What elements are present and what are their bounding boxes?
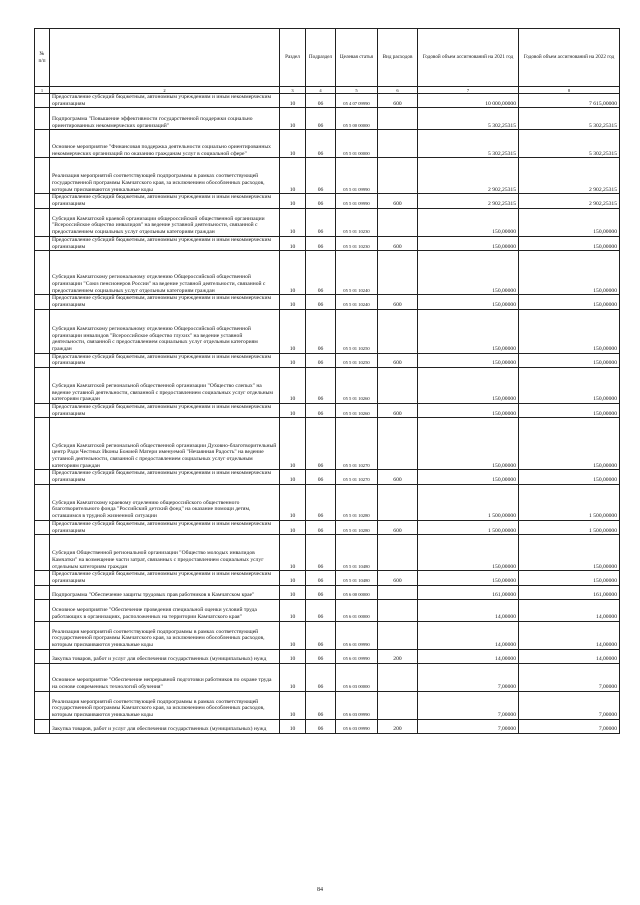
row-target-article-cell: 05 6 03 09990 xyxy=(336,691,378,719)
row-amount-2022-cell: 7,00000 xyxy=(519,691,620,719)
row-amount-2021-cell: 150,00000 xyxy=(418,309,519,353)
row-amount-2022-cell: 5 302,25315 xyxy=(519,130,620,158)
header-razdel: Раздел xyxy=(280,29,306,87)
row-amount-2022-cell: 7 615,00000 xyxy=(519,94,620,108)
row-expense-type-cell: 600 xyxy=(378,404,418,418)
row-podrazdel-cell: 06 xyxy=(306,418,336,470)
table-row xyxy=(35,404,620,418)
row-amount-2022-cell: 150,00000 xyxy=(519,535,620,571)
row-name-cell: Подпрограмма "Повышение эффективности государственной поддержки социально ориентированных некоммерческих организаций" xyxy=(50,108,280,130)
row-razdel-cell: 10 xyxy=(280,353,306,367)
row-amount-2021-cell: 161,00000 xyxy=(418,585,519,599)
row-name-cell: Основное мероприятие "Обеспечение непрерывной подготовки работников по охране труда на основе современных технологий обучения" xyxy=(50,663,280,691)
row-amount-2022-cell: 150,00000 xyxy=(519,236,620,250)
row-num-cell xyxy=(35,585,50,599)
row-amount-2022-cell: 150,00000 xyxy=(519,251,620,295)
colnum-6: 6 xyxy=(378,87,418,94)
row-razdel-cell: 10 xyxy=(280,621,306,649)
row-expense-type-cell xyxy=(378,108,418,130)
row-expense-type-cell xyxy=(378,621,418,649)
row-name-cell: Предоставление субсидий бюджетным, автономным учреждениям и иным некоммерческим организациям xyxy=(50,236,280,250)
row-num-cell xyxy=(35,535,50,571)
row-target-article-cell: 05 5 01 00000 xyxy=(336,130,378,158)
row-podrazdel-cell: 06 xyxy=(306,194,336,208)
row-expense-type-cell xyxy=(378,251,418,295)
row-num-cell xyxy=(35,404,50,418)
row-podrazdel-cell: 06 xyxy=(306,535,336,571)
row-name-cell: Предоставление субсидий бюджетным, автономным учреждениям и иным некоммерческим организациям xyxy=(50,520,280,534)
row-podrazdel-cell: 06 xyxy=(306,295,336,309)
row-expense-type-cell xyxy=(378,309,418,353)
row-razdel-cell: 10 xyxy=(280,599,306,621)
colnum-5: 5 xyxy=(336,87,378,94)
page-number: 84 xyxy=(317,887,323,893)
row-name-cell: Предоставление субсидий бюджетным, автономным учреждениям и иным некоммерческим организациям xyxy=(50,470,280,484)
table-row xyxy=(35,470,620,484)
row-name-cell: Субсидия Камчатскому региональному отделению Общероссийской общественной организации инвалидов "Всероссийское общество глухих" на ведение уставной деятельности, связанной с предоставлением социальных услуг отдельным категориям граждан xyxy=(50,309,280,353)
row-expense-type-cell xyxy=(378,368,418,404)
row-num-cell xyxy=(35,571,50,585)
row-podrazdel-cell: 06 xyxy=(306,520,336,534)
row-podrazdel-cell: 06 xyxy=(306,251,336,295)
row-name-cell: Реализация мероприятий соответствующей подпрограммы в рамках соответствующей государственной программы Камчатского края, за исключением обособленных расходов, которым присваиваются уникальные коды xyxy=(50,691,280,719)
row-num-cell xyxy=(35,368,50,404)
column-number-row xyxy=(35,87,620,94)
budget-table-sheet xyxy=(34,28,619,734)
row-num-cell xyxy=(35,691,50,719)
row-expense-type-cell xyxy=(378,585,418,599)
table-row xyxy=(35,130,620,158)
colnum-1: 1 xyxy=(35,87,50,94)
row-razdel-cell: 10 xyxy=(280,368,306,404)
row-amount-2021-cell: 5 302,25315 xyxy=(418,108,519,130)
row-name-cell: Основное мероприятие "Финансовая поддержка деятельности социально ориентированных некоммерческих организаций по оказанию гражданам услуг в социальной сфере" xyxy=(50,130,280,158)
row-podrazdel-cell: 06 xyxy=(306,599,336,621)
row-num-cell xyxy=(35,194,50,208)
row-razdel-cell: 10 xyxy=(280,418,306,470)
row-amount-2021-cell: 14,00000 xyxy=(418,621,519,649)
table-row xyxy=(35,535,620,571)
row-name-cell: Предоставление субсидий бюджетным, автономным учреждениям и иным некоммерческим организациям xyxy=(50,571,280,585)
row-amount-2022-cell: 14,00000 xyxy=(519,599,620,621)
row-razdel-cell: 10 xyxy=(280,535,306,571)
row-expense-type-cell xyxy=(378,663,418,691)
table-row xyxy=(35,309,620,353)
row-podrazdel-cell: 06 xyxy=(306,663,336,691)
row-razdel-cell: 10 xyxy=(280,194,306,208)
row-num-cell xyxy=(35,251,50,295)
row-name-cell: Подпрограмма "Обеспечение защиты трудовых прав работников в Камчатском крае" xyxy=(50,585,280,599)
row-amount-2022-cell: 150,00000 xyxy=(519,470,620,484)
row-amount-2021-cell: 7,00000 xyxy=(418,691,519,719)
table-row xyxy=(35,484,620,520)
row-podrazdel-cell: 06 xyxy=(306,236,336,250)
table-row xyxy=(35,353,620,367)
row-razdel-cell: 10 xyxy=(280,130,306,158)
row-podrazdel-cell: 06 xyxy=(306,585,336,599)
row-amount-2022-cell: 150,00000 xyxy=(519,208,620,236)
row-amount-2022-cell: 5 302,25315 xyxy=(519,108,620,130)
row-amount-2022-cell: 150,00000 xyxy=(519,353,620,367)
row-expense-type-cell: 600 xyxy=(378,571,418,585)
table-row xyxy=(35,571,620,585)
row-razdel-cell: 10 xyxy=(280,251,306,295)
row-num-cell xyxy=(35,158,50,194)
row-amount-2022-cell: 150,00000 xyxy=(519,309,620,353)
row-amount-2022-cell: 2 902,25315 xyxy=(519,158,620,194)
row-amount-2021-cell: 10 000,00000 xyxy=(418,94,519,108)
row-target-article-cell: 05 5 01 10260 xyxy=(336,404,378,418)
row-num-cell xyxy=(35,418,50,470)
row-amount-2022-cell: 14,00000 xyxy=(519,621,620,649)
table-row xyxy=(35,236,620,250)
row-name-cell: Основное мероприятие "Обеспечение проведения специальной оценки условий труда работающих в организациях, расположенных на территории Камчатского края" xyxy=(50,599,280,621)
row-target-article-cell: 05 5 01 10270 xyxy=(336,418,378,470)
table-row xyxy=(35,208,620,236)
row-razdel-cell: 10 xyxy=(280,94,306,108)
row-amount-2021-cell: 150,00000 xyxy=(418,208,519,236)
row-num-cell xyxy=(35,470,50,484)
row-razdel-cell: 10 xyxy=(280,691,306,719)
row-target-article-cell: 05 6 01 09990 xyxy=(336,649,378,663)
colnum-3: 3 xyxy=(280,87,306,94)
row-name-cell: Предоставление субсидий бюджетным, автономным учреждениям и иным некоммерческим организациям xyxy=(50,194,280,208)
row-razdel-cell: 10 xyxy=(280,236,306,250)
row-target-article-cell: 05 5 01 10480 xyxy=(336,535,378,571)
row-razdel-cell: 10 xyxy=(280,470,306,484)
row-podrazdel-cell: 06 xyxy=(306,353,336,367)
row-razdel-cell: 10 xyxy=(280,208,306,236)
row-expense-type-cell xyxy=(378,484,418,520)
row-amount-2022-cell: 161,00000 xyxy=(519,585,620,599)
row-amount-2021-cell: 150,00000 xyxy=(418,353,519,367)
row-amount-2021-cell: 150,00000 xyxy=(418,251,519,295)
table-row xyxy=(35,599,620,621)
header-amount-2022: Годовой объем ассигнований на 2022 год xyxy=(519,29,620,87)
row-podrazdel-cell: 06 xyxy=(306,649,336,663)
colnum-4: 4 xyxy=(306,87,336,94)
row-razdel-cell: 10 xyxy=(280,571,306,585)
row-razdel-cell: 10 xyxy=(280,158,306,194)
row-num-cell xyxy=(35,208,50,236)
row-amount-2021-cell: 150,00000 xyxy=(418,368,519,404)
row-name-cell: Субсидия Камчатской краевой организации общероссийской общественной организации "Всероссийское общество инвалидов" на ведение уставной деятельности, связанной с предоставлением социальных услуг отдельным категориям граждан xyxy=(50,208,280,236)
row-podrazdel-cell: 06 xyxy=(306,404,336,418)
row-razdel-cell: 10 xyxy=(280,484,306,520)
row-name-cell: Субсидия Камчатской региональной общественной организации "Общество слепых" на ведение уставной деятельности, связанной с предоставлением социальных услуг отдельным категориям граждан xyxy=(50,368,280,404)
row-num-cell xyxy=(35,309,50,353)
row-target-article-cell: 05 5 01 10230 xyxy=(336,208,378,236)
row-num-cell xyxy=(35,236,50,250)
row-target-article-cell: 05 6 01 09990 xyxy=(336,621,378,649)
row-name-cell: Закупка товаров, работ и услуг для обеспечения государственных (муниципальных) нужд xyxy=(50,719,280,733)
row-target-article-cell: 05 6 03 00000 xyxy=(336,663,378,691)
table-row xyxy=(35,368,620,404)
row-expense-type-cell xyxy=(378,130,418,158)
row-amount-2022-cell: 2 902,25315 xyxy=(519,194,620,208)
row-num-cell xyxy=(35,295,50,309)
row-target-article-cell: 05 4 07 09990 xyxy=(336,94,378,108)
table-row xyxy=(35,94,620,108)
row-amount-2022-cell: 150,00000 xyxy=(519,571,620,585)
table-row xyxy=(35,691,620,719)
row-target-article-cell: 05 5 01 09990 xyxy=(336,194,378,208)
row-expense-type-cell: 600 xyxy=(378,470,418,484)
row-podrazdel-cell: 06 xyxy=(306,108,336,130)
row-podrazdel-cell: 06 xyxy=(306,309,336,353)
row-amount-2022-cell: 150,00000 xyxy=(519,418,620,470)
row-amount-2021-cell: 7,00000 xyxy=(418,663,519,691)
row-name-cell: Предоставление субсидий бюджетным, автономным учреждениям и иным некоммерческим организациям xyxy=(50,94,280,108)
row-target-article-cell: 05 6 00 00000 xyxy=(336,585,378,599)
row-razdel-cell: 10 xyxy=(280,585,306,599)
row-expense-type-cell xyxy=(378,599,418,621)
table-row xyxy=(35,585,620,599)
row-expense-type-cell: 600 xyxy=(378,520,418,534)
row-razdel-cell: 10 xyxy=(280,719,306,733)
row-amount-2021-cell: 150,00000 xyxy=(418,470,519,484)
row-podrazdel-cell: 06 xyxy=(306,94,336,108)
row-num-cell xyxy=(35,649,50,663)
row-amount-2022-cell: 1 500,00000 xyxy=(519,520,620,534)
row-expense-type-cell: 600 xyxy=(378,353,418,367)
row-num-cell xyxy=(35,130,50,158)
table-row xyxy=(35,108,620,130)
table-row xyxy=(35,520,620,534)
table-row xyxy=(35,251,620,295)
header-amount-2021: Годовой объем ассигнований на 2021 год xyxy=(418,29,519,87)
row-amount-2022-cell: 150,00000 xyxy=(519,295,620,309)
row-target-article-cell: 05 5 01 10270 xyxy=(336,470,378,484)
colnum-2: 2 xyxy=(50,87,280,94)
row-target-article-cell: 05 5 01 10260 xyxy=(336,368,378,404)
row-expense-type-cell: 600 xyxy=(378,236,418,250)
row-amount-2022-cell: 1 500,00000 xyxy=(519,484,620,520)
table-row xyxy=(35,295,620,309)
row-name-cell: Субсидия Общественной региональной организации "Общество молодых инвалидов Камчатки" на возмещение части затрат, связанных с предоставлением социальных услуг отдельным категориям граждан xyxy=(50,535,280,571)
row-amount-2021-cell: 150,00000 xyxy=(418,418,519,470)
row-amount-2021-cell: 150,00000 xyxy=(418,571,519,585)
row-razdel-cell: 10 xyxy=(280,404,306,418)
row-razdel-cell: 10 xyxy=(280,649,306,663)
row-target-article-cell: 05 5 01 10250 xyxy=(336,353,378,367)
table-header-row xyxy=(35,29,620,87)
row-target-article-cell: 05 5 01 10240 xyxy=(336,295,378,309)
row-name-cell: Закупка товаров, работ и услуг для обеспечения государственных (муниципальных) нужд xyxy=(50,649,280,663)
row-amount-2022-cell: 150,00000 xyxy=(519,368,620,404)
row-name-cell: Субсидия Камчатскому краевому отделению общероссийского общественного благотворительного фонда "Российский детский фонд" на оказание помощи детям, оставшимся в трудной жизненной ситуации xyxy=(50,484,280,520)
header-podrazdel: Подраздел xyxy=(306,29,336,87)
row-target-article-cell: 05 6 01 00000 xyxy=(336,599,378,621)
row-podrazdel-cell: 06 xyxy=(306,621,336,649)
row-amount-2021-cell: 14,00000 xyxy=(418,649,519,663)
row-amount-2021-cell: 150,00000 xyxy=(418,295,519,309)
row-target-article-cell: 05 5 01 10230 xyxy=(336,236,378,250)
row-expense-type-cell: 600 xyxy=(378,295,418,309)
row-razdel-cell: 10 xyxy=(280,295,306,309)
row-num-cell xyxy=(35,520,50,534)
budget-table xyxy=(34,28,620,734)
row-name-cell: Реализация мероприятий соответствующей подпрограммы в рамках соответствующей государственной программы Камчатского края, за исключением обособленных расходов, которым присваиваются уникальные коды xyxy=(50,158,280,194)
row-podrazdel-cell: 06 xyxy=(306,208,336,236)
row-razdel-cell: 10 xyxy=(280,309,306,353)
table-row xyxy=(35,418,620,470)
table-row xyxy=(35,621,620,649)
row-razdel-cell: 10 xyxy=(280,108,306,130)
row-name-cell: Предоставление субсидий бюджетным, автономным учреждениям и иным некоммерческим организациям xyxy=(50,353,280,367)
row-num-cell xyxy=(35,719,50,733)
row-amount-2021-cell: 150,00000 xyxy=(418,236,519,250)
header-name xyxy=(50,29,280,87)
colnum-8: 8 xyxy=(519,87,620,94)
row-amount-2021-cell: 1 500,00000 xyxy=(418,520,519,534)
row-podrazdel-cell: 06 xyxy=(306,484,336,520)
row-expense-type-cell: 600 xyxy=(378,94,418,108)
row-target-article-cell: 05 5 01 10280 xyxy=(336,520,378,534)
table-row xyxy=(35,719,620,733)
row-target-article-cell: 05 5 01 09990 xyxy=(336,158,378,194)
row-podrazdel-cell: 06 xyxy=(306,571,336,585)
row-expense-type-cell: 200 xyxy=(378,649,418,663)
row-expense-type-cell: 200 xyxy=(378,719,418,733)
row-num-cell xyxy=(35,353,50,367)
row-amount-2022-cell: 150,00000 xyxy=(519,404,620,418)
row-target-article-cell: 05 6 03 09990 xyxy=(336,719,378,733)
row-amount-2021-cell: 2 902,25315 xyxy=(418,194,519,208)
row-podrazdel-cell: 06 xyxy=(306,470,336,484)
row-podrazdel-cell: 06 xyxy=(306,158,336,194)
row-podrazdel-cell: 06 xyxy=(306,719,336,733)
table-row xyxy=(35,649,620,663)
row-name-cell: Субсидия Камчатской региональной общественной организации Духовно-благотворительный центр Ради Честных Иконы Божией Матери именуемой "Нечаянная Радость" на ведение уставной деятельности, связанной с предоставлением социальных услуг отдельным категориям граждан xyxy=(50,418,280,470)
table-row xyxy=(35,158,620,194)
row-expense-type-cell xyxy=(378,691,418,719)
header-expense-type: Вид расходов xyxy=(378,29,418,87)
row-expense-type-cell xyxy=(378,535,418,571)
row-expense-type-cell: 600 xyxy=(378,194,418,208)
row-name-cell: Субсидия Камчатскому региональному отделению Общероссийской общественной организации "Союз пенсионеров России" на ведение уставной деятельности, связанной с предоставлением социальных услуг отдельным категориям граждан xyxy=(50,251,280,295)
row-amount-2021-cell: 150,00000 xyxy=(418,535,519,571)
row-expense-type-cell xyxy=(378,208,418,236)
row-amount-2021-cell: 5 302,25315 xyxy=(418,130,519,158)
row-num-cell xyxy=(35,663,50,691)
row-expense-type-cell xyxy=(378,158,418,194)
row-amount-2022-cell: 7,00000 xyxy=(519,663,620,691)
row-razdel-cell: 10 xyxy=(280,520,306,534)
colnum-7: 7 xyxy=(418,87,519,94)
table-row xyxy=(35,663,620,691)
row-expense-type-cell xyxy=(378,418,418,470)
row-amount-2021-cell: 1 500,00000 xyxy=(418,484,519,520)
row-target-article-cell: 05 5 01 10480 xyxy=(336,571,378,585)
row-amount-2021-cell: 7,00000 xyxy=(418,719,519,733)
row-num-cell xyxy=(35,94,50,108)
header-target-article: Целевая статья xyxy=(336,29,378,87)
row-num-cell xyxy=(35,484,50,520)
row-target-article-cell: 05 5 01 10280 xyxy=(336,484,378,520)
row-name-cell: Предоставление субсидий бюджетным, автономным учреждениям и иным некоммерческим организациям xyxy=(50,404,280,418)
row-amount-2021-cell: 150,00000 xyxy=(418,404,519,418)
row-amount-2021-cell: 14,00000 xyxy=(418,599,519,621)
table-row xyxy=(35,194,620,208)
row-num-cell xyxy=(35,108,50,130)
header-num: № п/п xyxy=(35,29,50,87)
table-body xyxy=(35,87,620,734)
row-amount-2022-cell: 14,00000 xyxy=(519,649,620,663)
row-num-cell xyxy=(35,599,50,621)
row-amount-2022-cell: 7,00000 xyxy=(519,719,620,733)
row-num-cell xyxy=(35,621,50,649)
row-name-cell: Реализация мероприятий соответствующей подпрограммы в рамках соответствующей государственной программы Камчатского края, за исключением обособленных расходов, которым присваиваются уникальные коды xyxy=(50,621,280,649)
row-podrazdel-cell: 06 xyxy=(306,130,336,158)
row-podrazdel-cell: 06 xyxy=(306,368,336,404)
row-target-article-cell: 05 5 01 10240 xyxy=(336,251,378,295)
row-podrazdel-cell: 06 xyxy=(306,691,336,719)
row-name-cell: Предоставление субсидий бюджетным, автономным учреждениям и иным некоммерческим организациям xyxy=(50,295,280,309)
row-target-article-cell: 05 5 00 00000 xyxy=(336,108,378,130)
row-target-article-cell: 05 5 01 10250 xyxy=(336,309,378,353)
row-amount-2021-cell: 2 902,25315 xyxy=(418,158,519,194)
row-razdel-cell: 10 xyxy=(280,663,306,691)
